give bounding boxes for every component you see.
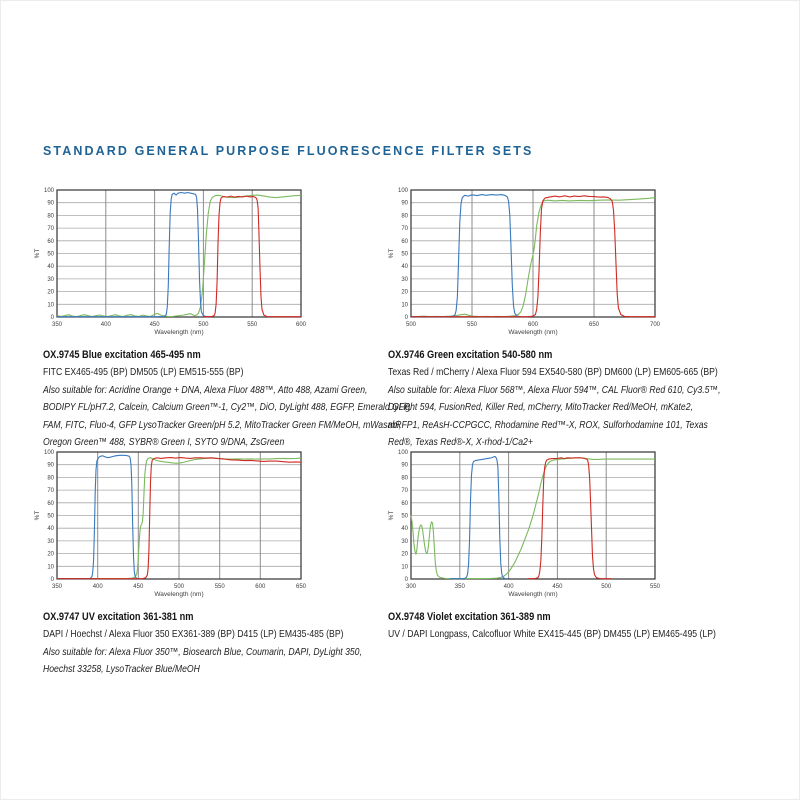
svg-text:90: 90 [47, 462, 54, 469]
filter-set-title: OX.9748 Violet excitation 361-389 nm [388, 611, 551, 623]
x-axis-label: Wavelength (nm) [508, 591, 558, 598]
also-suitable-line: BODIPY FL/pH7.2, Calcein, Calcium Green™-1, Cy2™, DiO, DyLight 488, EGFP, Emerald GFP, [43, 402, 412, 414]
also-suitable-line: Hoechst 33258, LysoTracker Blue/MeOH [43, 664, 200, 676]
svg-text:50: 50 [401, 251, 408, 258]
also-suitable-list [43, 644, 392, 679]
svg-text:500: 500 [173, 584, 185, 590]
svg-text:90: 90 [401, 200, 408, 207]
also-suitable-line: Red®, Texas Red®-X, X-rhod-1/Ca2+ [388, 437, 533, 449]
svg-text:80: 80 [401, 475, 408, 482]
also-suitable-line: DyLight 594, FusionRed, Killer Red, mCherry, MitoTracker Red/MeOH, mKate2, [388, 402, 693, 414]
filter-set-card-ox9748 [388, 446, 738, 644]
svg-text:70: 70 [401, 226, 408, 233]
also-suitable-line: Also suitable for: Alexa Fluor 568™, Alexa Fluor 594™, CAL Fluor® Red 610, Cy3.5™, [388, 384, 721, 396]
also-suitable-list [43, 382, 412, 452]
also-suitable-line: mRFP1, ReAsH-CCPGCC, Rhodamine Red™-X, ROX, Sulforhodamine 101, Texas [388, 419, 708, 431]
svg-text:70: 70 [47, 226, 54, 233]
also-suitable-line: Also suitable for: Alexa Fluor 350™, Biosearch Blue, Coumarin, DAPI, DyLight 350, [43, 646, 362, 658]
transmission-chart-blue-excitation [31, 184, 393, 342]
svg-text:60: 60 [47, 500, 54, 507]
filter-set-spec: Texas Red / mCherry / Alexa Fluor 594 EX540-580 (BP) DM600 (LP) EM605-665 (BP) [388, 367, 718, 378]
filter-set-title: OX.9746 Green excitation 540-580 nm [388, 349, 553, 361]
svg-text:40: 40 [47, 264, 54, 271]
svg-text:350: 350 [454, 584, 465, 590]
svg-text:60: 60 [401, 500, 408, 507]
x-axis-label: Wavelength (nm) [154, 329, 204, 336]
svg-text:10: 10 [47, 302, 54, 309]
filter-set-spec: FITC EX465-495 (BP) DM505 (LP) EM515-555 (BP) [43, 367, 244, 378]
svg-text:30: 30 [47, 538, 54, 545]
svg-text:350: 350 [51, 584, 63, 590]
svg-text:60: 60 [47, 238, 54, 245]
svg-text:400: 400 [100, 322, 111, 328]
svg-text:0: 0 [50, 577, 54, 583]
svg-text:50: 50 [47, 251, 54, 258]
svg-text:80: 80 [401, 213, 408, 220]
svg-text:20: 20 [401, 551, 408, 558]
svg-text:100: 100 [43, 188, 54, 194]
svg-text:40: 40 [47, 526, 54, 533]
filter-set-card-ox9746 [388, 184, 738, 452]
svg-text:90: 90 [401, 462, 408, 469]
svg-text:500: 500 [198, 322, 209, 328]
svg-text:500: 500 [601, 584, 612, 590]
svg-text:100: 100 [397, 450, 408, 456]
svg-text:450: 450 [133, 584, 144, 590]
transmission-chart-green-excitation [385, 184, 738, 342]
svg-text:30: 30 [401, 538, 408, 545]
svg-text:10: 10 [401, 302, 408, 309]
filter-set-spec: UV / DAPI Longpass, Calcofluor White EX415-445 (BP) DM455 (LP) EM465-495 (LP) [388, 629, 716, 640]
svg-text:10: 10 [401, 564, 408, 571]
svg-text:400: 400 [92, 584, 103, 590]
svg-text:40: 40 [401, 526, 408, 533]
svg-text:0: 0 [404, 577, 408, 583]
also-suitable-line: FAM, FITC, Fluo-4, GFP LysoTracker Green/pH 5.2, MitoTracker Green FM/MeOH, mWasabi, [43, 419, 402, 431]
svg-text:20: 20 [47, 551, 54, 558]
filter-set-text-block [43, 610, 392, 679]
svg-text:20: 20 [47, 289, 54, 296]
x-axis-label: Wavelength (nm) [508, 329, 558, 336]
y-axis-label: %T [34, 510, 41, 521]
svg-text:70: 70 [47, 488, 54, 495]
svg-text:100: 100 [397, 188, 408, 194]
also-suitable-list [388, 382, 737, 452]
svg-text:100: 100 [43, 450, 54, 456]
svg-text:500: 500 [405, 322, 417, 328]
svg-text:90: 90 [47, 200, 54, 207]
y-axis-label: %T [388, 248, 395, 259]
x-axis-label: Wavelength (nm) [154, 591, 204, 598]
svg-text:10: 10 [47, 564, 54, 571]
svg-text:30: 30 [401, 276, 408, 283]
svg-text:300: 300 [405, 584, 417, 590]
filter-set-text-block [388, 610, 737, 644]
svg-text:450: 450 [149, 322, 160, 328]
svg-text:550: 550 [247, 322, 258, 328]
filter-set-text-block [388, 348, 737, 452]
svg-text:600: 600 [255, 584, 266, 590]
svg-text:0: 0 [50, 315, 54, 321]
transmission-chart-uv-excitation [31, 446, 393, 604]
svg-text:50: 50 [401, 513, 408, 520]
svg-text:50: 50 [47, 513, 54, 520]
also-suitable-line: Also suitable for: Acridine Orange + DNA, Alexa Fluor 488™, Atto 488, Azami Green, [43, 384, 368, 396]
filter-set-card-ox9747 [34, 446, 393, 679]
svg-text:600: 600 [295, 322, 307, 328]
also-suitable-line: Oregon Green™ 488, SYBR® Green I, SYTO 9/DNA, ZsGreen [43, 437, 285, 449]
svg-text:650: 650 [295, 584, 307, 590]
svg-text:60: 60 [401, 238, 408, 245]
filter-set-title: OX.9747 UV excitation 361-381 nm [43, 611, 194, 623]
svg-text:20: 20 [401, 289, 408, 296]
svg-text:400: 400 [503, 584, 514, 590]
svg-text:40: 40 [401, 264, 408, 271]
svg-text:80: 80 [47, 213, 54, 220]
svg-text:80: 80 [47, 475, 54, 482]
transmission-chart-violet-excitation [385, 446, 738, 604]
svg-text:70: 70 [401, 488, 408, 495]
svg-text:30: 30 [47, 276, 54, 283]
svg-text:600: 600 [527, 322, 539, 328]
svg-text:0: 0 [404, 315, 408, 321]
svg-text:550: 550 [214, 584, 225, 590]
svg-text:650: 650 [588, 322, 600, 328]
svg-text:550: 550 [649, 584, 661, 590]
filter-set-title: OX.9745 Blue excitation 465-495 nm [43, 349, 201, 361]
svg-text:700: 700 [649, 322, 661, 328]
filter-set-card-ox9745 [34, 184, 412, 452]
svg-text:550: 550 [466, 322, 478, 328]
y-axis-label: %T [388, 510, 395, 521]
svg-text:350: 350 [51, 322, 63, 328]
y-axis-label: %T [34, 248, 41, 259]
svg-text:450: 450 [552, 584, 563, 590]
filter-set-spec: DAPI / Hoechst / Alexa Fluor 350 EX361-389 (BP) D415 (LP) EM435-485 (BP) [43, 629, 344, 640]
filter-set-text-block [43, 348, 412, 452]
page-title: STANDARD GENERAL PURPOSE FLUORESCENCE FILTER SETS [43, 144, 534, 158]
